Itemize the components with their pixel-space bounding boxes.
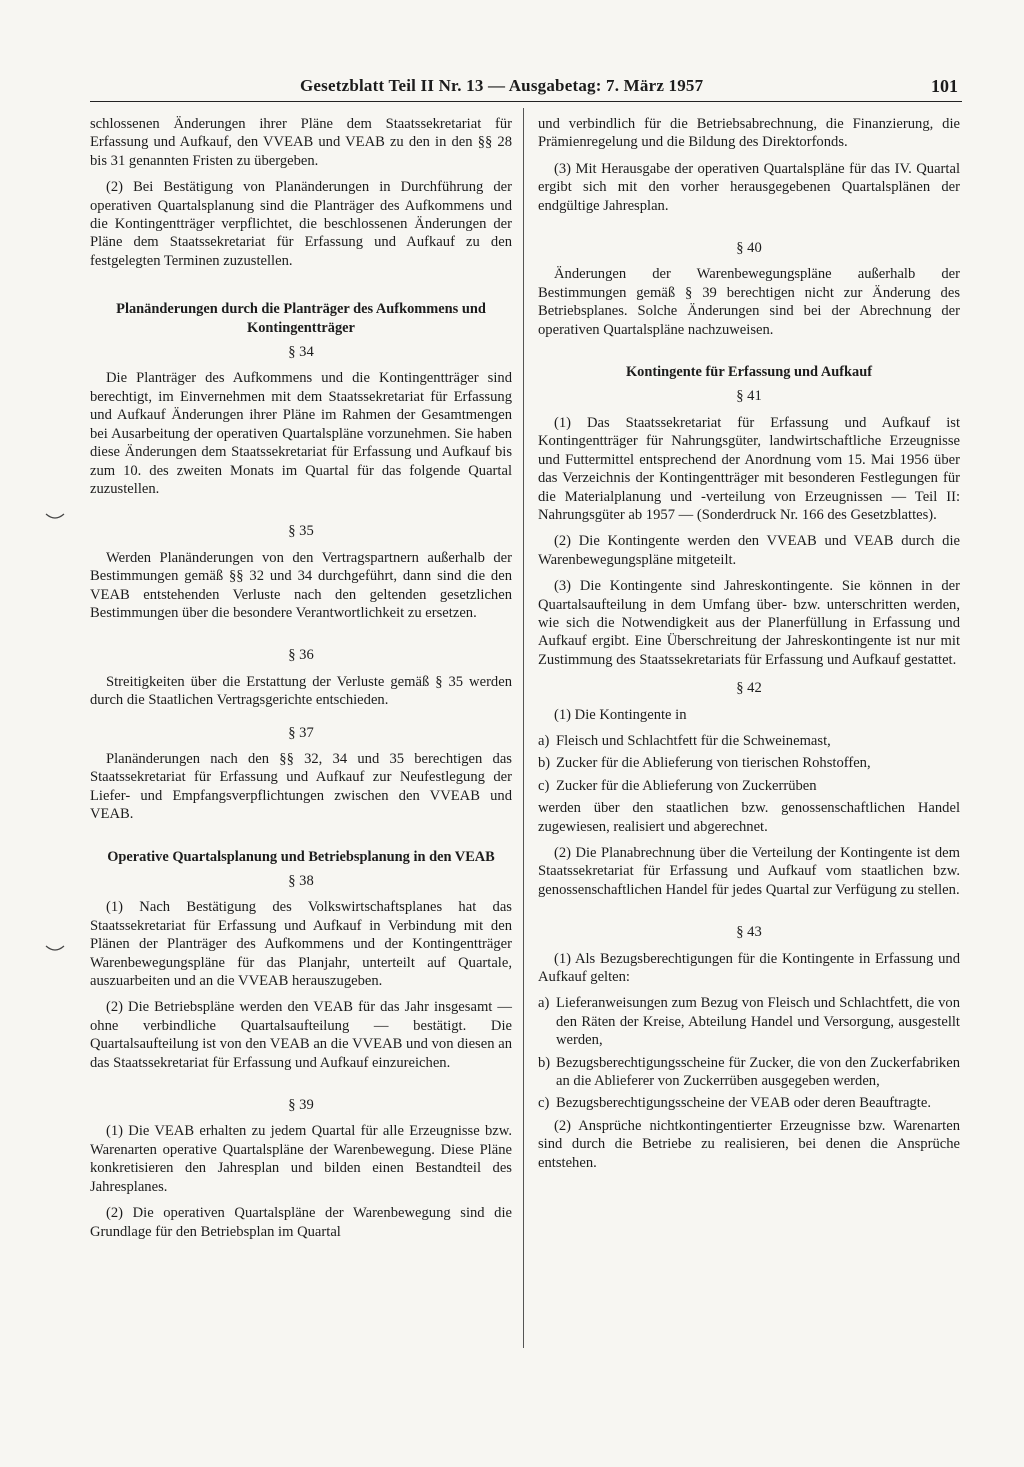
list-item — [538, 1094, 960, 1112]
paragraph-number: § 40 — [736, 240, 762, 257]
list-label: a) — [538, 995, 550, 1012]
paragraph: Werden Planänderungen von den Vertragspartnern außerhalb der Bestimmungen gemäß §§ 32 und 34 durchgeführt, dann sind die den VEAB entstehenden Verluste nach den geltenden gesetzlichen Bestimmungen über die besondere Verantwortlichkeit zu ersetzen. — [90, 549, 512, 621]
paragraph: (2) Die operativen Quartalspläne der Warenbewegung sind die Grundlage für den Betriebsplan im Quartal — [90, 1205, 512, 1240]
list-label: c) — [538, 777, 550, 794]
paragraph-number: § 34 — [288, 344, 314, 361]
left-column — [90, 115, 512, 1249]
section-heading: Kontingente für Erfassung und Aufkauf — [625, 364, 873, 381]
paragraph: (1) Die Kontingente in — [554, 706, 687, 723]
paragraph: Änderungen der Warenbewegungspläne außerhalb der Bestimmungen gemäß § 39 berechtigen nicht zur Änderung des Betriebsplanes. Solche Änderungen sind bei der Abrechnung der operativen Quartalspläne nachzuweisen. — [538, 266, 960, 338]
margin-mark-icon — [45, 512, 65, 522]
list-text: Zucker für die Ablieferung von Zuckerrüben — [556, 777, 817, 794]
paragraph: (2) Die Betriebspläne werden den VEAB für das Jahr insgesamt — ohne verbindliche Quartalsaufteilung — bestätigt. Die Quartalsaufteilung ist von den VEAB an die VVEAB und von diesen an das Staatssekretariat für Erfassung und Aufkauf einzureichen. — [90, 999, 512, 1071]
paragraph: schlossenen Änderungen ihrer Pläne dem Staatssekretariat für Erfassung und Aufkauf, den VVEAB und VEAB zu den in den §§ 28 bis 31 genannten Fristen zu übergeben. — [90, 116, 512, 169]
paragraph: werden über den staatlichen bzw. genossenschaftlichen Handel zugewiesen, realisiert und abgerechnet. — [538, 800, 960, 835]
list-text: Zucker für die Ablieferung von tierischen Rohstoffen, — [556, 755, 871, 772]
paragraph: (2) Die Planabrechnung über die Verteilung der Kontingente ist dem Staatssekretariat für Erfassung und Aufkauf vom staatlichen bzw. genossenschaftlichen Handel für jedes Quartal zur Verfügung zu stellen. — [538, 845, 960, 898]
section-heading: Operative Quartalsplanung und Betriebsplanung in den VEAB — [107, 848, 495, 865]
paragraph: (3) Die Kontingente sind Jahreskontingente. Sie können in der Quartalsaufteilung in dem Umfang über- bzw. unterschritten werden, wie sich die Notwendigkeit aus der Planerfüllung in Erfassung und Aufkauf ergibt. Eine Überschreitung der Jahreskontingente ist nur mit Zustimmung des Staatssekretariats für Erfassung und Aufkauf gestattet. — [538, 578, 960, 668]
list-item — [538, 994, 960, 1049]
list-item — [538, 754, 960, 772]
paragraph: (2) Die Kontingente werden den VVEAB und VEAB durch die Warenbewegungspläne mitgeteilt. — [538, 533, 960, 568]
column-divider — [523, 108, 524, 1348]
paragraph: (2) Ansprüche nichtkontingentierter Erzeugnisse bzw. Warenarten sind durch die Betriebe zu realisieren, bei denen die Ansprüche entstehen. — [538, 1117, 960, 1171]
paragraph-number: § 41 — [736, 388, 762, 405]
list-label: b) — [538, 1054, 551, 1071]
list-label: b) — [538, 755, 551, 772]
paragraph-number: § 37 — [288, 724, 314, 741]
paragraph: und verbindlich für die Betriebsabrechnung, die Finanzierung, die Prämienregelung und die Bildung des Direktorfonds. — [538, 116, 960, 151]
list-item — [538, 732, 960, 750]
list-label: a) — [538, 732, 550, 749]
list-label: c) — [538, 1095, 550, 1112]
paragraph: (2) Bei Bestätigung von Planänderungen in Durchführung der operativen Quartalsplanung sind die Planträger des Aufkommens und die Kontingentträger verpflichtet, die beschlossenen Änderungen der Pläne dem Staatssekretariat für Erfassung und Aufkauf zu den festgelegten Terminen zuzustellen. — [90, 179, 512, 269]
paragraph: (1) Nach Bestätigung des Volkswirtschaftsplanes hat das Staatssekretariat für Erfassung und Aufkauf in Verbindung mit den Plänen der Planträger des Aufkommens und der Kontingentträger Warenbewegungspläne für das Planjahr, unterteilt auf Quartale, auszuarbeiten und an die VVEAB herauszugeben. — [90, 899, 512, 990]
list-text: Bezugsberechtigungsscheine der VEAB oder deren Beauftragte. — [556, 1095, 931, 1112]
paragraph: Streitigkeiten über die Erstattung der Verluste gemäß § 35 werden durch die Staatlichen Vertragsgerichte entschieden. — [90, 673, 512, 709]
paragraph-number: § 39 — [288, 1097, 314, 1114]
paragraph: (3) Mit Herausgabe der operativen Quartalspläne für das IV. Quartal ergibt sich mit den vorher herausgegebenen Quartalsplänen der endgültige Jahresplan. — [538, 160, 960, 214]
list-text: Lieferanweisungen zum Bezug von Fleisch und Schlachtfett, die von den Räten der Kreise, Abteilung Handel und Versorgung, ausgestellt werden, — [556, 995, 960, 1049]
list-item — [538, 777, 960, 795]
page-header — [90, 76, 960, 100]
right-column — [538, 115, 960, 1180]
list-item — [538, 1054, 960, 1091]
page-number: 101 — [931, 76, 958, 96]
paragraph-number: § 43 — [736, 924, 762, 941]
paragraph-number: § 35 — [288, 523, 314, 540]
paragraph: Die Planträger des Aufkommens und die Kontingentträger sind berechtigt, im Einvernehmen mit dem Staatssekretariat für Erfassung und Aufkauf Änderungen ihrer Pläne im Rahmen der Gesamtmengen bei Ausarbeitung der operativen Quartalspläne vorzunehmen. Sie haben diese Änderungen dem Staatssekretariat für Erfassung und Aufkauf bis zum 10. des zweiten Monats im Quartal für das folgende Quartal zuzustellen. — [90, 370, 512, 497]
header-rule — [90, 101, 962, 102]
paragraph-number: § 36 — [288, 647, 314, 664]
header-title: Gesetzblatt Teil II Nr. 13 — Ausgabetag: 7. März 1957 — [300, 76, 704, 95]
paragraph: Planänderungen nach den §§ 32, 34 und 35 berechtigen das Staatssekretariat für Erfassung und Aufkauf zur Neufestlegung der Liefer- und Empfangsverpflichtungen zwischen den VVEAB und VEAB. — [90, 750, 512, 823]
section-heading: Planänderungen durch die Planträger des Aufkommens und Kontingentträger — [116, 301, 486, 336]
paragraph-number: § 38 — [288, 873, 314, 889]
paragraph: (1) Das Staatssekretariat für Erfassung und Aufkauf ist Kontingentträger für Nahrungsgüter, landwirtschaftliche Erzeugnisse und Futtermittel entsprechend der Anordnung vom 15. Mai 1956 über das Verzeichnis der Kontingentträger mit besonderen Festlegungen für die Materialplanung und -verteilung von Erzeugnissen — Teil II: Nahrungsgüter ab 1957 — (Sonderdruck Nr. 166 des Gesetzblattes). — [538, 414, 960, 523]
list-text: Bezugsberechtigungsscheine für Zucker, die von den Zuckerfabriken an die Ablieferer von Zuckerrüben ausgegeben werden, — [556, 1054, 960, 1090]
list-text: Fleisch und Schlachtfett für die Schweinemast, — [556, 732, 831, 749]
paragraph-number: § 42 — [736, 680, 762, 697]
margin-mark-icon — [45, 944, 65, 954]
paragraph: (1) Die VEAB erhalten zu jedem Quartal für alle Erzeugnisse bzw. Warenarten operative Quartalspläne der Warenbewegung. Diese Pläne konkretisieren den Jahresplan und bilden einen Bestandteil des Jahresplanes. — [90, 1123, 512, 1195]
paragraph: (1) Als Bezugsberechtigungen für die Kontingente in Erfassung und Aufkauf gelten: — [538, 950, 960, 986]
